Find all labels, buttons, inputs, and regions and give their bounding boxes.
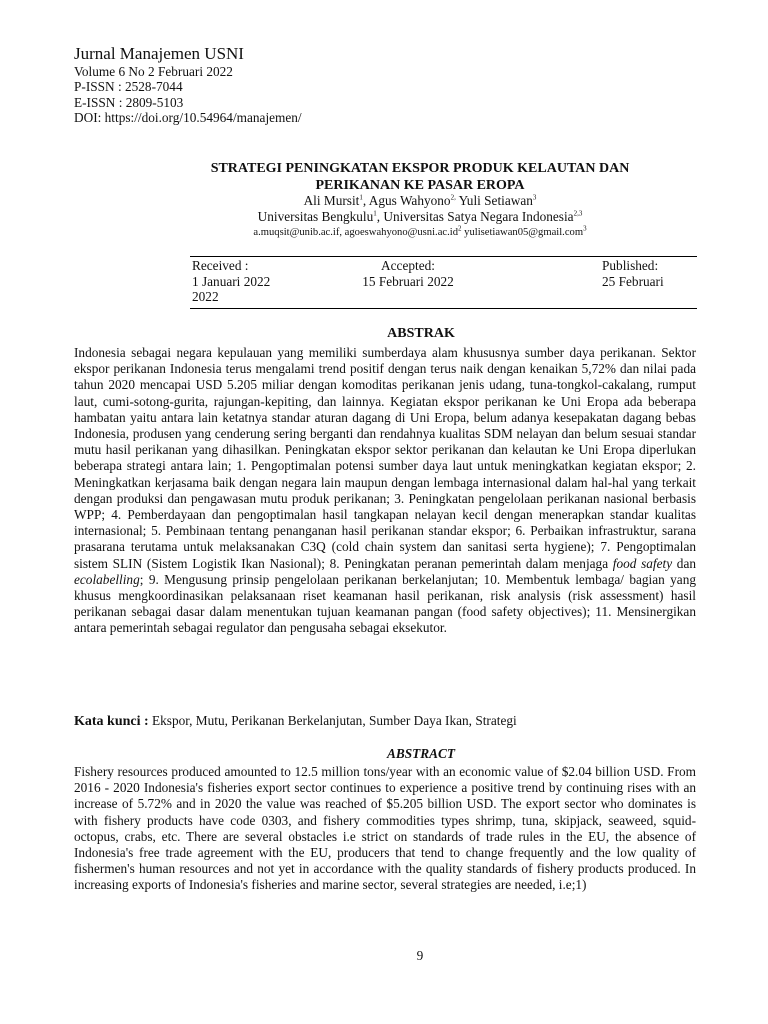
author-block bbox=[150, 193, 690, 225]
author-emails bbox=[150, 226, 690, 239]
author-email-superscript: 2 bbox=[458, 224, 462, 233]
received-date-wrap: 2022 bbox=[192, 289, 219, 304]
title-line-2: PERIKANAN KE PASAR EROPA bbox=[315, 178, 525, 193]
abstrak-body bbox=[74, 345, 696, 637]
dates-top-rule bbox=[190, 256, 697, 257]
keywords bbox=[74, 713, 517, 730]
abstrak-text: Indonesia sebagai negara kepulauan yang memiliki sumberdaya alam khususnya sumber daya perikanan. Sektor ekspor perikanan Indonesia terus mengalami trend positif dengan terus naik dengan kenaikan 5,72% dan nilai pada tahun 2020 mencapai USD 5.205 miliar dengan komoditas perikanan jenis udang, tuna-tongkol-cakalang, rumput laut, cumi-sotong-gurita, rajungan-kepiting, dan lainnya. Kegiatan ekspor perikanan ke Uni Eropa ada beberapa hambatan yaitu antara lain ketatnya standar aturan dagang di Uni Eropa, belum adanya kesepakatan dagang bebas Indonesia, produsen yang cenderung sering berganti dan rendahnya kualitas SDM nelayan dan belum sesuai standar mutu hasil perikanan yang dihasilkan. Peningkatan ekspor sektor perikanan dan kelautan ke Uni Eropa diperlukan beberapa strategi antara lain; 1. Pengoptimalan potensi sumber daya laut untuk meningkatkan kegiatan ekspor; 2. Meningkatkan kerjasama baik dengan negara lain maupun dengan lembaga internasional dalam hal-hal yang terkait dengan produksi dan pengawasan mutu produk perikanan; 3. Peningkatan pengelolaan perikanan nasional berbasis WPP; 4. Pemberdayaan dan pengoptimalan hasil tangkapan nelayan kecil dengan menerapkan standar kualitas internasional; 5. Pembinaan tentang penanganan hasil perikanan standar ekspor; 6. Perbaikan infrastruktur, sarana prasarana terutama untuk melaksanakan C3Q (cold chain system dan sanitasi serta hygiene); 7. Pengoptimalan sistem SLIN (Sistem Logistik Ikan Nasional); 8. Peningkatan peranan pemerintah dalam menjaga bbox=[74, 345, 696, 571]
doi[interactable]: DOI: https://doi.org/10.54964/manajemen/ bbox=[74, 110, 302, 126]
dates-bottom-rule bbox=[190, 308, 697, 309]
affiliation-superscript: 2,3 bbox=[573, 209, 583, 218]
keywords-text: Ekspor, Mutu, Perikanan Berkelanjutan, Sumber Daya Ikan, Strategi bbox=[148, 713, 517, 728]
affiliation: Universitas Bengkulu bbox=[257, 209, 374, 224]
author-name-superscript: 2, bbox=[450, 193, 456, 202]
received-date: 1 Januari 2022 bbox=[192, 273, 271, 289]
abstrak-italic-term: ecolabelling bbox=[74, 571, 140, 587]
authors-line bbox=[150, 193, 690, 209]
abstrak-heading: ABSTRAK bbox=[387, 326, 455, 341]
title-line-1: STRATEGI PENINGKATAN EKSPOR PRODUK KELAUTAN DAN bbox=[210, 161, 630, 176]
author-email: yulisetiawan05@gmail.com bbox=[464, 227, 584, 238]
received-column bbox=[192, 258, 270, 305]
abstrak-text: dan bbox=[672, 555, 697, 571]
author-email-superscript: 3 bbox=[583, 224, 587, 233]
author-name: Ali Mursit bbox=[303, 193, 360, 208]
affiliations-line bbox=[150, 209, 690, 225]
author-name-superscript: 1 bbox=[359, 193, 363, 202]
separator: , bbox=[362, 193, 369, 208]
affiliation-superscript: 1 bbox=[373, 209, 377, 218]
article-title bbox=[150, 160, 690, 194]
keywords-label: Kata kunci : bbox=[74, 714, 149, 729]
e-issn: E-ISSN : 2809-5103 bbox=[74, 94, 184, 110]
accepted-column bbox=[342, 258, 474, 289]
author-name-superscript: 3 bbox=[532, 193, 537, 202]
volume-info: Volume 6 No 2 Februari 2022 bbox=[74, 64, 233, 79]
affiliation: Universitas Satya Negara Indonesia bbox=[383, 209, 574, 224]
p-issn: P-ISSN : 2528-7044 bbox=[74, 79, 183, 95]
received-label: Received : bbox=[192, 258, 249, 273]
journal-meta bbox=[74, 64, 302, 126]
published-label: Published: bbox=[602, 258, 659, 273]
accepted-date: 15 Februari 2022 bbox=[362, 273, 454, 289]
abstrak-italic-term: food safety bbox=[612, 555, 673, 571]
author-name: Yuli Setiawan bbox=[458, 193, 533, 208]
abstract-heading: ABSTRACT bbox=[387, 746, 455, 761]
abstract-body: Fishery resources produced amounted to 12.5 million tons/year with an economic value of $2.04 billion USD. From 2016 - 2020 Indonesia's fisheries export sector continues to experience a positive trend by continuing rises with an increase of 5.72% and in 2020 the value was reached of $5.205 billion USD. The export sector who dominates is with fishery products have code 0303, and fishery commodities types shrimp, tuna, skipjack, seaweed, squid-octopus, crabs, etc. There are several obstacles i.e strict on standards of trade rules in the EU, the absence of Indonesia's free trade agreement with the EU, producers that tend to change frequently and the low quality of fishermen's human resources and not yet in accordance with the quality standards of fishery products produced. In increasing exports of Indonesia's fisheries and marine sector, several strategies are needed, i.e;1) bbox=[74, 764, 696, 893]
journal-name: Jurnal Manajemen USNI bbox=[74, 44, 244, 63]
published-column bbox=[602, 258, 664, 289]
accepted-label: Accepted: bbox=[381, 258, 435, 273]
page-number: 9 bbox=[416, 948, 424, 963]
abstrak-text: ; 9. Mengusung prinsip pengelolaan perikanan berkelanjutan; 10. Membentuk lembaga/ bagian yang khusus mengkoordinasikan pelaksanaan riset keamanan hasil perikanan, risk analysis (risk assessment) hasil perikanan sebagai dasar dalam menentukan tujuan keamanan pangan (food safety objectives); 11. Mensinergikan antara pemerintah sebagai regulator dan pengusaha sebagai eksekutor. bbox=[74, 571, 696, 636]
published-date: 25 Februari bbox=[602, 273, 664, 289]
separator: , bbox=[376, 209, 384, 224]
author-name: Agus Wahyono bbox=[368, 193, 451, 208]
author-email: a.muqsit@unib.ac.if, agoeswahyono@usni.ac.id bbox=[253, 227, 458, 238]
